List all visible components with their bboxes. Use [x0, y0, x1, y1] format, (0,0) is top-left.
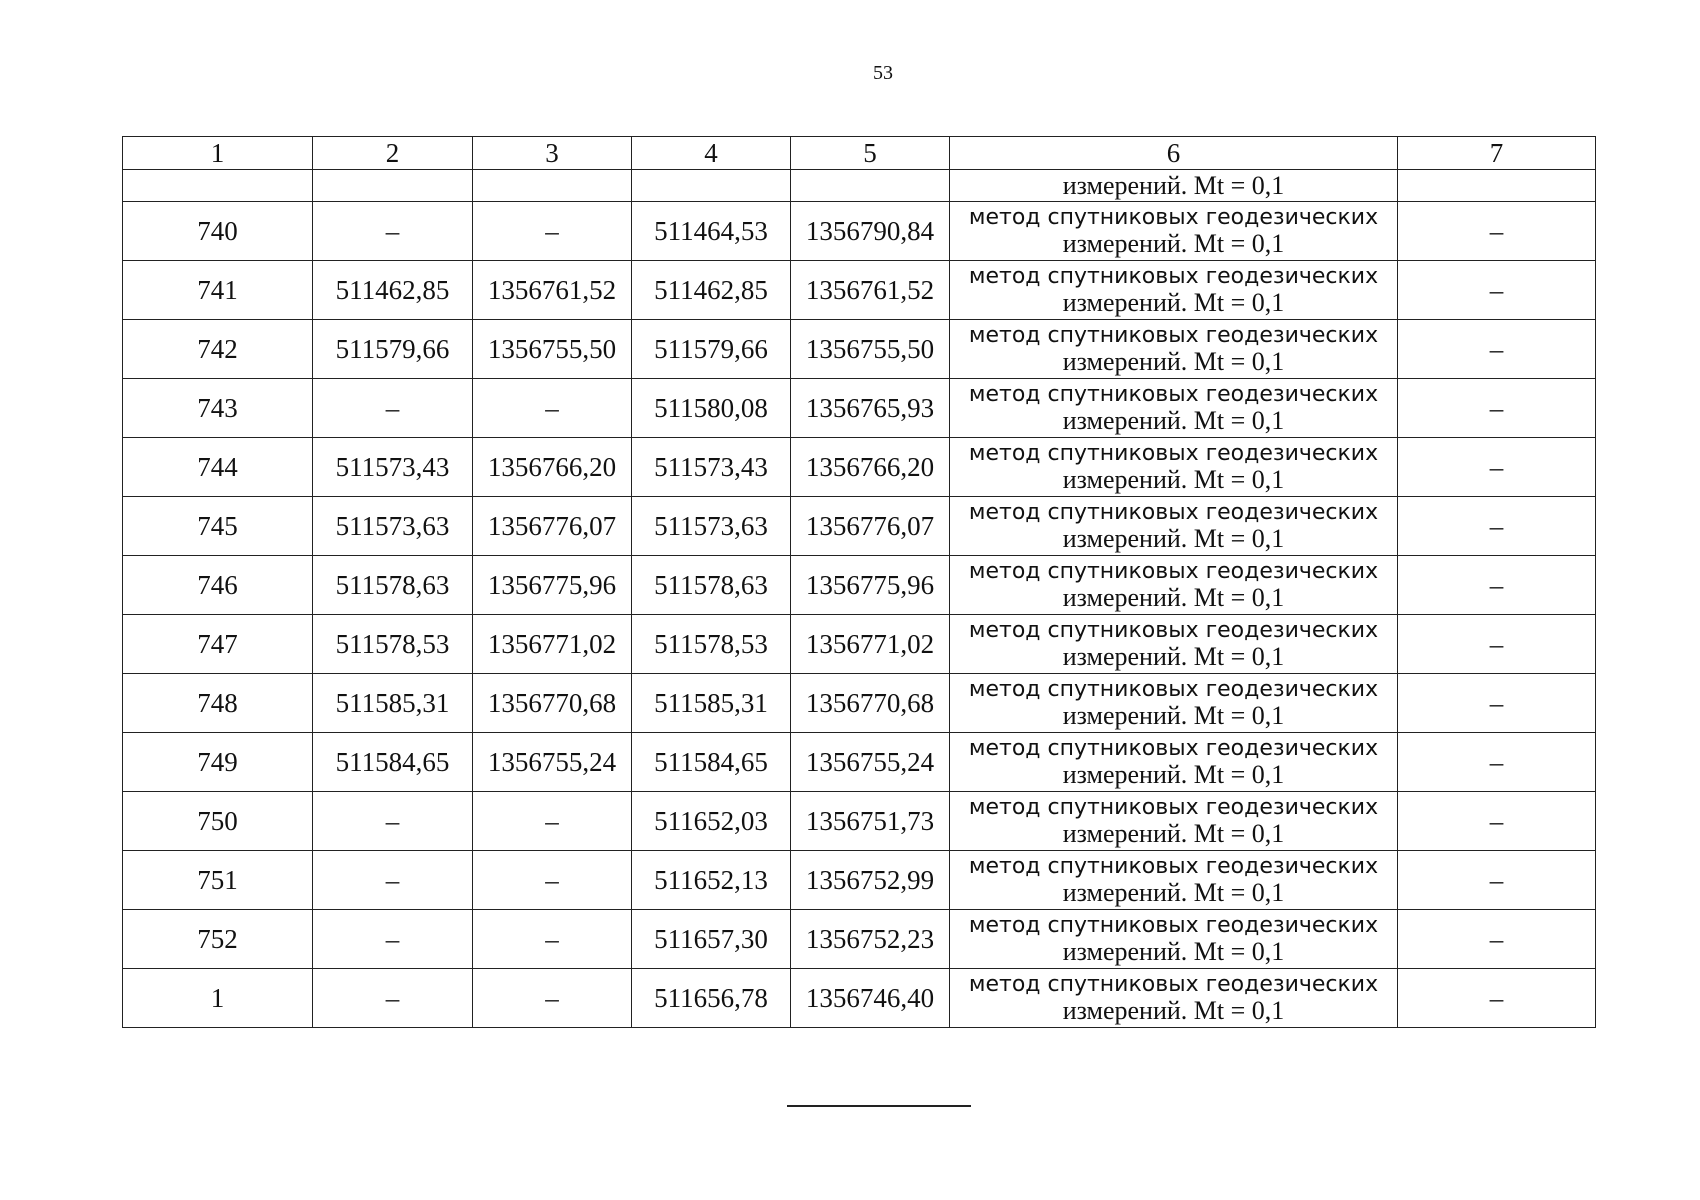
method-cell	[950, 379, 1398, 438]
method-text-line2: измерений. Mt = 0,1	[1062, 465, 1285, 494]
table-cell: 740	[123, 202, 313, 261]
table-cell: 743	[123, 379, 313, 438]
method-cell	[950, 969, 1398, 1028]
method-cell	[950, 910, 1398, 969]
table-cell: –	[473, 910, 632, 969]
method-text-line1: метод спутниковых геодезических	[968, 736, 1379, 761]
table-cell: 745	[123, 497, 313, 556]
table-cell: 511652,13	[632, 851, 791, 910]
table-cell: –	[1398, 615, 1596, 674]
table-cell: 1356746,40	[791, 969, 950, 1028]
table-cell: 511578,63	[313, 556, 473, 615]
table-row	[123, 615, 1596, 674]
table-row	[123, 261, 1596, 320]
table-cell: –	[1398, 438, 1596, 497]
table-cell	[632, 170, 791, 202]
column-header: 7	[1398, 137, 1596, 170]
table-cell: –	[313, 851, 473, 910]
table-cell: 742	[123, 320, 313, 379]
method-cell	[950, 851, 1398, 910]
table-cell: 511652,03	[632, 792, 791, 851]
table-cell	[791, 170, 950, 202]
table-cell: –	[1398, 674, 1596, 733]
table-cell: 1356761,52	[791, 261, 950, 320]
table-cell: –	[473, 969, 632, 1028]
table-cell: –	[1398, 320, 1596, 379]
table-cell: 1356765,93	[791, 379, 950, 438]
column-header: 4	[632, 137, 791, 170]
table-cell: 511573,43	[632, 438, 791, 497]
table-cell: 750	[123, 792, 313, 851]
method-text-line1: метод спутниковых геодезических	[968, 500, 1379, 525]
table-row	[123, 674, 1596, 733]
method-cell	[950, 202, 1398, 261]
method-cell	[950, 674, 1398, 733]
table-cell: –	[1398, 910, 1596, 969]
method-text-line1: метод спутниковых геодезических	[968, 677, 1379, 702]
table-cell: 1	[123, 969, 313, 1028]
table-row	[123, 202, 1596, 261]
table-cell: 1356776,07	[473, 497, 632, 556]
table-row	[123, 851, 1596, 910]
table-cell: –	[313, 202, 473, 261]
table-cell: 511584,65	[313, 733, 473, 792]
table-cell: –	[1398, 261, 1596, 320]
table-cell: 511657,30	[632, 910, 791, 969]
table-row	[123, 910, 1596, 969]
table-cell: 1356755,50	[791, 320, 950, 379]
table-cell: –	[313, 792, 473, 851]
table-cell: –	[1398, 792, 1596, 851]
method-cell	[950, 170, 1398, 202]
table-cell: 1356770,68	[473, 674, 632, 733]
column-header: 6	[950, 137, 1398, 170]
table-row	[123, 792, 1596, 851]
table-cell: 511578,63	[632, 556, 791, 615]
table-cell: 752	[123, 910, 313, 969]
table-cell: 511579,66	[313, 320, 473, 379]
method-text-line2: измерений. Mt = 0,1	[1062, 347, 1285, 376]
table-cell: 511573,43	[313, 438, 473, 497]
method-text: измерений. Mt = 0,1	[1062, 170, 1285, 200]
method-cell	[950, 438, 1398, 497]
page-number: 53	[873, 62, 893, 84]
method-text-line1: метод спутниковых геодезических	[968, 382, 1379, 407]
footer-rule	[787, 1105, 971, 1107]
table-cell: 1356771,02	[791, 615, 950, 674]
table-cell: 1356775,96	[791, 556, 950, 615]
table-cell: –	[313, 969, 473, 1028]
table-cell	[123, 170, 313, 202]
table-cell: 1356755,24	[791, 733, 950, 792]
column-header: 3	[473, 137, 632, 170]
table-cell: 511578,53	[313, 615, 473, 674]
table-cell: 1356752,23	[791, 910, 950, 969]
table-row	[123, 320, 1596, 379]
table-cell: 511585,31	[632, 674, 791, 733]
table-cell: 1356761,52	[473, 261, 632, 320]
table-cell: 511584,65	[632, 733, 791, 792]
table-cell: –	[1398, 497, 1596, 556]
table-body	[123, 170, 1596, 1028]
method-text-line1: метод спутниковых геодезических	[968, 972, 1379, 997]
table-cell: 751	[123, 851, 313, 910]
table-cell: 1356776,07	[791, 497, 950, 556]
method-text-line2: измерений. Mt = 0,1	[1062, 878, 1285, 907]
table-cell: 511464,53	[632, 202, 791, 261]
method-text-line2: измерений. Mt = 0,1	[1062, 642, 1285, 671]
method-text-line1: метод спутниковых геодезических	[968, 441, 1379, 466]
coordinates-table	[122, 136, 1596, 1028]
table-cell: 511573,63	[313, 497, 473, 556]
table-cell: 511656,78	[632, 969, 791, 1028]
table-cell: –	[1398, 969, 1596, 1028]
method-text-line1: метод спутниковых геодезических	[968, 205, 1379, 230]
table-cell: 1356755,50	[473, 320, 632, 379]
continuation-row	[123, 170, 1596, 202]
table-cell	[473, 170, 632, 202]
table-cell: 1356775,96	[473, 556, 632, 615]
table-cell: –	[473, 379, 632, 438]
table-row	[123, 438, 1596, 497]
table-cell	[313, 170, 473, 202]
table-cell: –	[1398, 556, 1596, 615]
table-row	[123, 556, 1596, 615]
method-cell	[950, 792, 1398, 851]
table-cell: 511580,08	[632, 379, 791, 438]
method-cell	[950, 556, 1398, 615]
table-cell: 748	[123, 674, 313, 733]
method-text-line2: измерений. Mt = 0,1	[1062, 996, 1285, 1025]
table-cell: 511573,63	[632, 497, 791, 556]
table-row	[123, 497, 1596, 556]
table-cell: –	[313, 910, 473, 969]
table-row	[123, 379, 1596, 438]
method-cell	[950, 615, 1398, 674]
method-text-line2: измерений. Mt = 0,1	[1062, 288, 1285, 317]
method-text-line2: измерений. Mt = 0,1	[1062, 229, 1285, 258]
header-row	[123, 137, 1596, 170]
method-cell	[950, 320, 1398, 379]
method-text-line1: метод спутниковых геодезических	[968, 913, 1379, 938]
table-cell: 749	[123, 733, 313, 792]
method-cell	[950, 733, 1398, 792]
method-text-line1: метод спутниковых геодезических	[968, 618, 1379, 643]
column-header: 5	[791, 137, 950, 170]
table-row	[123, 969, 1596, 1028]
table-cell: 744	[123, 438, 313, 497]
table-cell: 511579,66	[632, 320, 791, 379]
method-text-line1: метод спутниковых геодезических	[968, 854, 1379, 879]
method-text-line2: измерений. Mt = 0,1	[1062, 937, 1285, 966]
table-cell: 1356771,02	[473, 615, 632, 674]
table-cell: –	[473, 851, 632, 910]
table-cell: –	[1398, 851, 1596, 910]
table-cell: 1356751,73	[791, 792, 950, 851]
table-cell: 511462,85	[313, 261, 473, 320]
table-cell: –	[1398, 379, 1596, 438]
table-cell: –	[1398, 733, 1596, 792]
method-text-line2: измерений. Mt = 0,1	[1062, 524, 1285, 553]
table-header	[123, 137, 1596, 170]
method-text-line1: метод спутниковых геодезических	[968, 323, 1379, 348]
table-cell: 1356766,20	[791, 438, 950, 497]
method-text-line2: измерений. Mt = 0,1	[1062, 819, 1285, 848]
table-cell: 1356752,99	[791, 851, 950, 910]
table-cell: 511585,31	[313, 674, 473, 733]
table-cell: –	[473, 202, 632, 261]
table-cell	[1398, 170, 1596, 202]
table-cell: –	[313, 379, 473, 438]
method-text-line1: метод спутниковых геодезических	[968, 559, 1379, 584]
method-text-line1: метод спутниковых геодезических	[968, 795, 1379, 820]
table-cell: 747	[123, 615, 313, 674]
table-cell: 1356770,68	[791, 674, 950, 733]
table-cell: 1356755,24	[473, 733, 632, 792]
method-cell	[950, 497, 1398, 556]
table-cell: –	[473, 792, 632, 851]
table-cell: 1356766,20	[473, 438, 632, 497]
table-cell: –	[1398, 202, 1596, 261]
method-cell	[950, 261, 1398, 320]
table-cell: 511462,85	[632, 261, 791, 320]
method-text-line2: измерений. Mt = 0,1	[1062, 583, 1285, 612]
method-text-line2: измерений. Mt = 0,1	[1062, 701, 1285, 730]
table-cell: 1356790,84	[791, 202, 950, 261]
method-text-line2: измерений. Mt = 0,1	[1062, 760, 1285, 789]
column-header: 2	[313, 137, 473, 170]
table-cell: 741	[123, 261, 313, 320]
table-cell: 746	[123, 556, 313, 615]
table-row	[123, 733, 1596, 792]
table-cell: 511578,53	[632, 615, 791, 674]
method-text-line1: метод спутниковых геодезических	[968, 264, 1379, 289]
method-text-line2: измерений. Mt = 0,1	[1062, 406, 1285, 435]
column-header: 1	[123, 137, 313, 170]
